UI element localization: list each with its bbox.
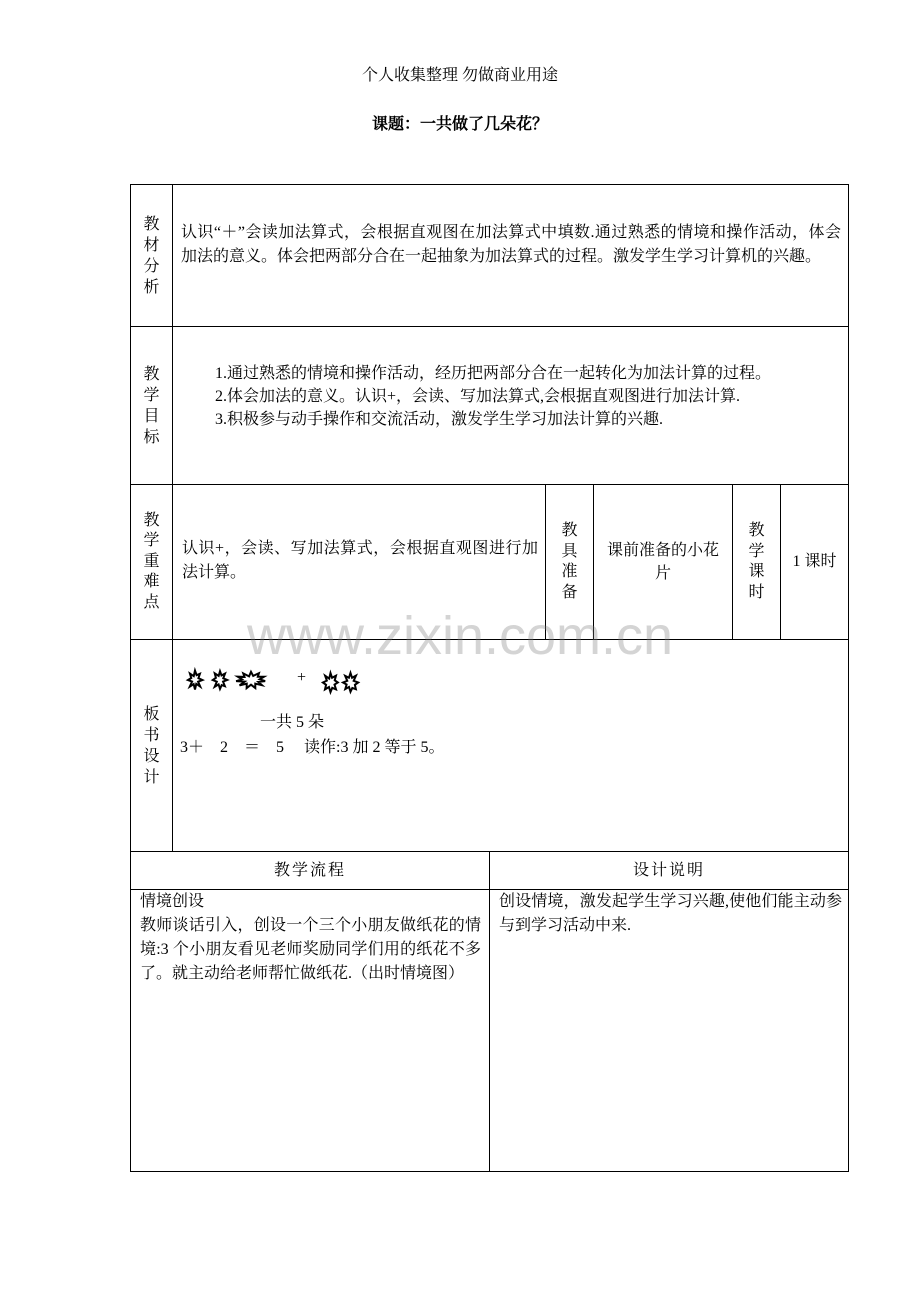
design-notes-header: 设计说明 <box>632 861 705 879</box>
key-points-paragraph <box>182 537 538 585</box>
watermark: www.zixin.com.cn <box>246 606 674 666</box>
objectives-content <box>172 326 848 484</box>
plus-sign: + <box>297 669 307 686</box>
key-points-label-cell <box>130 484 172 639</box>
key-points-content <box>172 484 545 639</box>
text-line: 创设情境，激发起学生学习兴趣,使他们能主动参 <box>499 893 842 910</box>
objectives-label-cell <box>130 326 172 484</box>
process-header: 教学流程 <box>273 861 346 879</box>
design-notes-paragraph <box>499 890 842 938</box>
flower-illustration <box>173 640 848 710</box>
class-hours-label-cell <box>732 484 780 639</box>
flower-icon <box>234 670 268 690</box>
process-heading: 情境创设 <box>140 893 205 910</box>
objective-item: 1.通过熟悉的情境和操作活动，经历把两部分合在一起转化为加法计算的过程。 <box>215 365 772 382</box>
process-paragraph <box>140 890 481 986</box>
flower-icon <box>321 671 340 694</box>
text-line: 了。就主动给老师帮忙做纸花.（出时情境图） <box>140 965 465 982</box>
design-notes-header-cell <box>489 851 848 889</box>
text-line: 境:3 个小朋友看见老师奖励同学们用的纸花不多 <box>140 941 481 958</box>
class-hours-value-cell <box>780 484 848 639</box>
objectives-list <box>215 362 835 431</box>
total-flowers-text: 一共 5 朵 <box>260 714 325 731</box>
objective-item: 2.体会加法的意义。认识+，会读、写加法算式,会根据直观图进行加法计算. <box>215 388 741 405</box>
text-line: 法计算。 <box>182 564 247 581</box>
process-header-cell <box>130 851 489 889</box>
teaching-aids-value: 课前准备的小花片 <box>606 542 719 582</box>
text-line: 认识“＋”会读加法算式，会根据直观图在加法算式中填数.通过熟悉的情境和操作活动，体会 <box>181 224 841 241</box>
flower-icon <box>341 671 360 694</box>
lesson-title: 课题：一共做了几朵花？ <box>371 116 548 133</box>
board-design-content <box>172 639 848 851</box>
class-hours-label: 教学课时 <box>748 522 765 601</box>
flower-icon <box>211 669 229 691</box>
text-line: 与到学习活动中来. <box>499 917 632 934</box>
text-line: 教师谈话引入，创设一个三个小朋友做纸花的情 <box>140 917 481 934</box>
design-notes-cell <box>489 889 848 1171</box>
addition-equation: 3＋ 2 ＝ 5 读作:3 加 2 等于 5。 <box>180 739 445 756</box>
material-analysis-label-cell <box>130 184 172 326</box>
objective-item: 3.积极参与动手操作和交流活动，激发学生学习加法计算的兴趣. <box>215 411 664 428</box>
text-line: 加法的意义。体会把两部分合在一起抽象为加法算式的过程。激发学生学习计算机的兴趣。 <box>181 248 822 265</box>
class-hours-value: 1 课时 <box>792 553 837 570</box>
objectives-label: 教学目标 <box>143 365 160 446</box>
text-line: 认识+，会读、写加法算式，会根据直观图进行加 <box>182 540 538 557</box>
header-note: 个人收集整理 勿做商业用途 <box>361 67 558 84</box>
teaching-aids-label-cell <box>545 484 593 639</box>
teaching-aids-label: 教具准备 <box>561 522 578 601</box>
flower-icon <box>186 669 204 691</box>
material-analysis-content <box>172 184 848 326</box>
board-design-label: 板书设计 <box>143 705 160 786</box>
board-design-label-cell <box>130 639 172 851</box>
material-analysis-label: 教材分析 <box>143 215 160 296</box>
material-analysis-paragraph <box>181 221 841 269</box>
teaching-aids-value-cell <box>593 484 732 639</box>
process-cell <box>130 889 489 1171</box>
key-points-label: 教学重难点 <box>143 511 160 611</box>
lesson-plan-table <box>130 184 849 1172</box>
